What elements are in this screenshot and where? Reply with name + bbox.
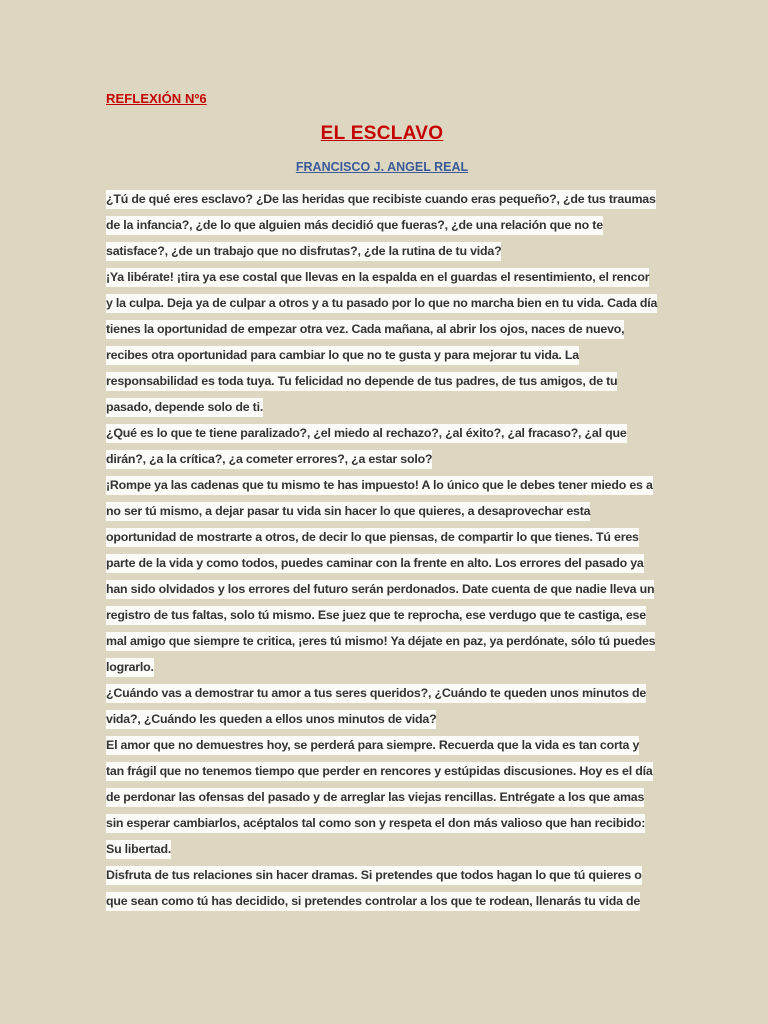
paragraph-text: ¡Rompe ya las cadenas que tu mismo te has impuesto! A lo único que le debes tener miedo es a no ser tú mismo, a dejar pasar tu vida sin hacer lo que quieres, a desaprovechar esta oportunidad de mostrarte a otros, de decir lo que piensas, de compartir lo que tienes. Tú eres parte de la vida y como todos, puedes caminar con la frente en alto. Los errores del pasado ya han sido olvidados y los errores del futuro serán perdonados. Date cuenta de que nadie lleva un registro de tus faltas, solo tú mismo. Ese juez que te reprocha, ese verdugo que te castiga, ese mal amigo que siempre te critica, ¡eres tú mismo! Ya déjate en paz, ya perdónate, sólo tú puedes lograrlo. (106, 476, 655, 677)
paragraph-1 (106, 186, 658, 264)
paragraph-text: ¿Cuándo vas a demostrar tu amor a tus seres queridos?, ¿Cuándo te queden unos minutos de vida?, ¿Cuándo les queden a ellos unos minutos de vida? (106, 684, 646, 729)
paragraph-7 (106, 862, 658, 914)
paragraph-text: El amor que no demuestres hoy, se perderá para siempre. Recuerda que la vida es tan corta y tan frágil que no tenemos tiempo que perder en rencores y estúpidas discusiones. Hoy es el día de perdonar las ofensas del pasado y de arreglar las viejas rencillas. Entrégate a los que amas sin esperar cambiarlos, acéptalos tal como son y respeta el don más valioso que han recibido: Su libertad. (106, 736, 653, 859)
paragraph-text: ¡Ya libérate! ¡tira ya ese costal que llevas en la espalda en el guardas el resentimiento, el rencor y la culpa. Deja ya de culpar a otros y a tu pasado por lo que no marcha bien en tu vida. Cada día tienes la oportunidad de empezar otra vez. Cada mañana, al abrir los ojos, naces de nuevo, recibes otra oportunidad para cambiar lo que no te gusta y para mejorar tu vida. La responsabilidad es toda tuya. Tu felicidad no depende de tus padres, de tus amigos, de tu pasado, depende solo de ti. (106, 268, 657, 417)
paragraph-5 (106, 680, 658, 732)
paragraph-text: ¿Qué es lo que te tiene paralizado?, ¿el miedo al rechazo?, ¿al éxito?, ¿al fracaso?, ¿al que dirán?, ¿a la crítica?, ¿a cometer errores?, ¿a estar solo? (106, 424, 627, 469)
paragraph-6 (106, 732, 658, 862)
paragraph-text: Disfruta de tus relaciones sin hacer dramas. Si pretendes que todos hagan lo que tú quieres o que sean como tú has decidido, si pretendes controlar a los que te rodean, llenarás tu vida de (106, 866, 642, 911)
document-title: EL ESCLAVO (320, 123, 444, 144)
paragraph-4 (106, 472, 658, 680)
document-author: FRANCISCO J. ANGEL REAL (295, 160, 469, 174)
paragraph-2 (106, 264, 658, 420)
paragraph-3 (106, 420, 658, 472)
section-label: REFLEXIÓN Nº6 (106, 91, 207, 106)
paragraph-text: ¿Tú de qué eres esclavo? ¿De las heridas que recibiste cuando eras pequeño?, ¿de tus traumas de la infancia?, ¿de lo que alguien más decidió que fueras?, ¿de una relación que no te satisface?, ¿de un trabajo que no disfrutas?, ¿de la rutina de tu vida? (106, 190, 656, 261)
